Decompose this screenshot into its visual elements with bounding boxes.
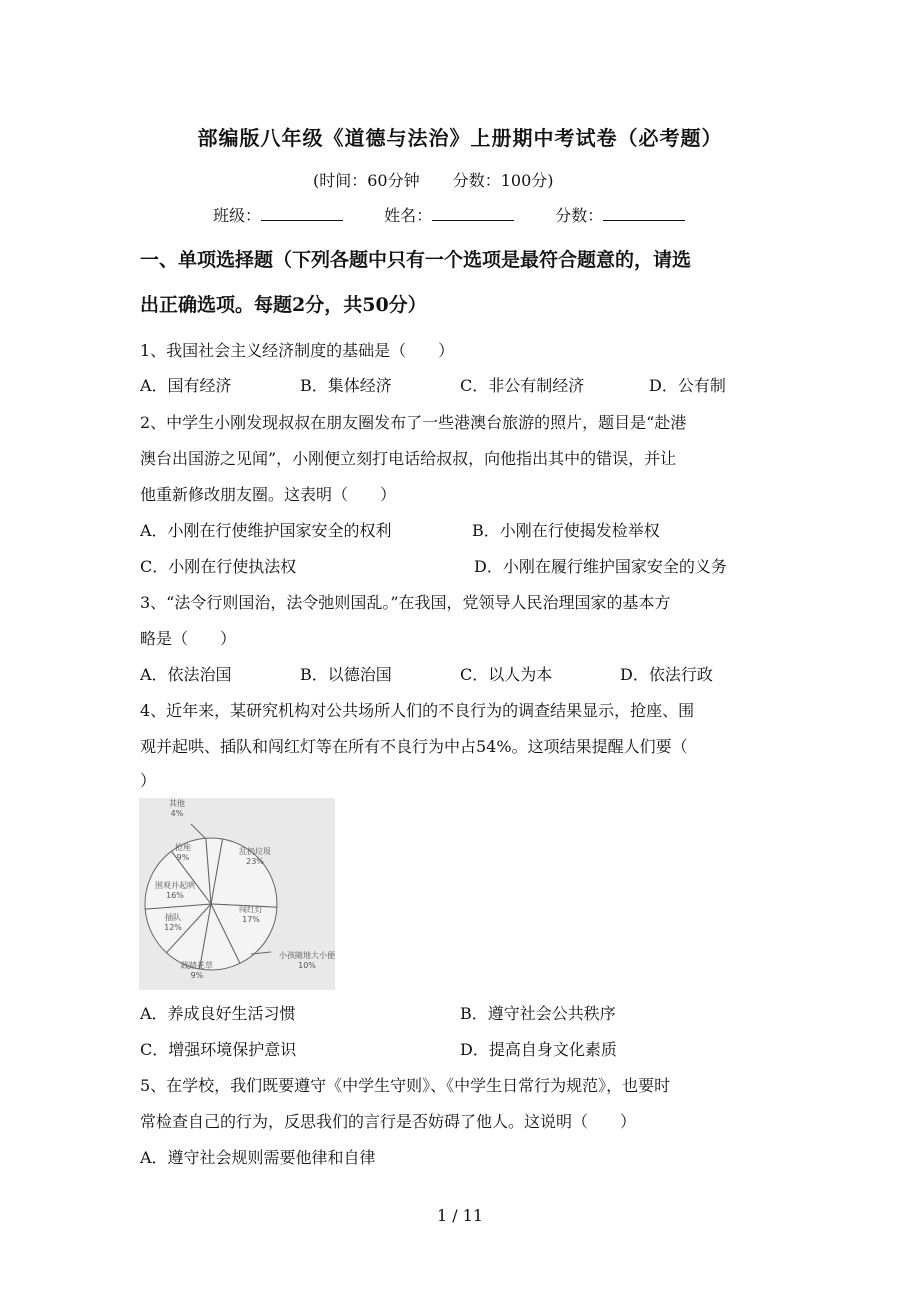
pie-slice-percent: 9% — [190, 971, 204, 980]
q1-option-b: B．集体经济 — [300, 376, 392, 395]
exam-time: (时间：60分钟 — [313, 171, 420, 190]
pie-slice-label: 插队 — [165, 913, 181, 922]
class-field[interactable] — [261, 206, 343, 221]
q4-stem-line2: 观并起哄、插队和闯红灯等在所有不良行为中占54%。这项结果提醒人们要（ — [140, 737, 688, 756]
pie-slice-label: 抢座 — [175, 843, 191, 852]
pie-slice-label: 践踏花草 — [181, 961, 213, 970]
pie-slice-label: 其他 — [169, 799, 185, 808]
page-title: 部编版八年级《道德与法治》上册期中考试卷（必考题） — [197, 126, 723, 150]
score-field[interactable] — [603, 206, 685, 221]
section-heading-line2: 出正确选项。每题2分，共50分） — [140, 294, 427, 316]
pie-slice-label: 小孩随地大小便 — [279, 951, 335, 960]
q2-stem-line3: 他重新修改朋友圈。这表明（ ） — [140, 485, 397, 504]
q4-stem-line3: ） — [140, 771, 157, 790]
q2-option-d: D．小刚在履行维护国家安全的义务 — [474, 557, 727, 576]
pie-slice-percent: 23% — [246, 857, 264, 866]
class-label: 班级： — [213, 206, 262, 225]
pie-slice-percent: 10% — [298, 961, 316, 970]
q2-option-a: A．小刚在行使维护国家安全的权利 — [140, 521, 392, 540]
q2-stem-line2: 澳台出国游之见闻”，小刚便立刻打电话给叔叔，向他指出其中的错误，并让 — [140, 449, 677, 468]
exam-meta — [313, 168, 582, 191]
q3-option-b: B．以德治国 — [300, 665, 392, 684]
q3-stem-line1: 3、“法令行则国治，法令弛则国乱。”在我国，党领导人民治理国家的基本方 — [140, 593, 671, 612]
q5-stem-line2: 常检查自己的行为，反思我们的言行是否妨碍了他人。这说明（ ） — [140, 1112, 637, 1131]
q5-stem-line1: 5、在学校，我们既要遵守《中学生守则》、《中学生日常行为规范》，也要时 — [140, 1076, 671, 1095]
section-heading-line1: 一、单项选择题（下列各题中只有一个选项是最符合题意的，请选 — [140, 249, 692, 271]
q4-option-a: A．养成良好生活习惯 — [140, 1004, 296, 1023]
q1-option-c: C．非公有制经济 — [460, 376, 585, 395]
pie-slice-percent: 4% — [170, 809, 184, 818]
page-number: 1 / 11 — [436, 1206, 484, 1225]
student-fields — [213, 203, 721, 226]
pie-slice-label: 乱扔垃圾 — [239, 847, 271, 856]
q3-stem-line2: 略是（ ） — [140, 629, 237, 648]
pie-leader-line — [191, 824, 205, 838]
q4-stem-line1: 4、近年来，某研究机构对公共场所人们的不良行为的调查结果显示，抢座、围 — [140, 701, 695, 720]
q2-stem-line1: 2、中学生小刚发现叔叔在朋友圈发布了一些港澳台旅游的照片，题目是“赴港 — [140, 413, 687, 432]
q3-option-d: D．依法行政 — [620, 665, 713, 684]
q2-option-b: B．小刚在行使揭发检举权 — [472, 521, 660, 540]
pie-chart — [139, 798, 335, 990]
q1-stem: 1、我国社会主义经济制度的基础是（ ） — [140, 341, 455, 360]
pie-slice-percent: 17% — [242, 915, 260, 924]
pie-slice-label: 围观并起哄 — [155, 881, 195, 890]
q3-option-a: A．依法治国 — [140, 665, 232, 684]
pie-slice-percent: 9% — [176, 853, 190, 862]
pie-slice-label: 闯红灯 — [239, 905, 263, 914]
pie-chart-svg — [139, 798, 335, 990]
name-label: 姓名： — [384, 206, 433, 225]
q3-option-c: C．以人为本 — [460, 665, 553, 684]
q4-option-b: B．遵守社会公共秩序 — [460, 1004, 616, 1023]
q4-option-d: D．提高自身文化素质 — [460, 1040, 617, 1059]
name-field[interactable] — [432, 206, 514, 221]
pie-slice-percent: 16% — [166, 891, 184, 900]
q1-option-a: A．国有经济 — [140, 376, 232, 395]
q5-option-a: A．遵守社会规则需要他律和自律 — [140, 1148, 376, 1167]
pie-slice-percent: 12% — [164, 923, 182, 932]
score-label: 分数： — [555, 206, 604, 225]
q2-option-c: C．小刚在行使执法权 — [140, 557, 297, 576]
q4-option-c: C．增强环境保护意识 — [140, 1040, 297, 1059]
q1-option-d: D．公有制 — [649, 376, 726, 395]
exam-total-score: 分数：100分) — [452, 171, 554, 190]
